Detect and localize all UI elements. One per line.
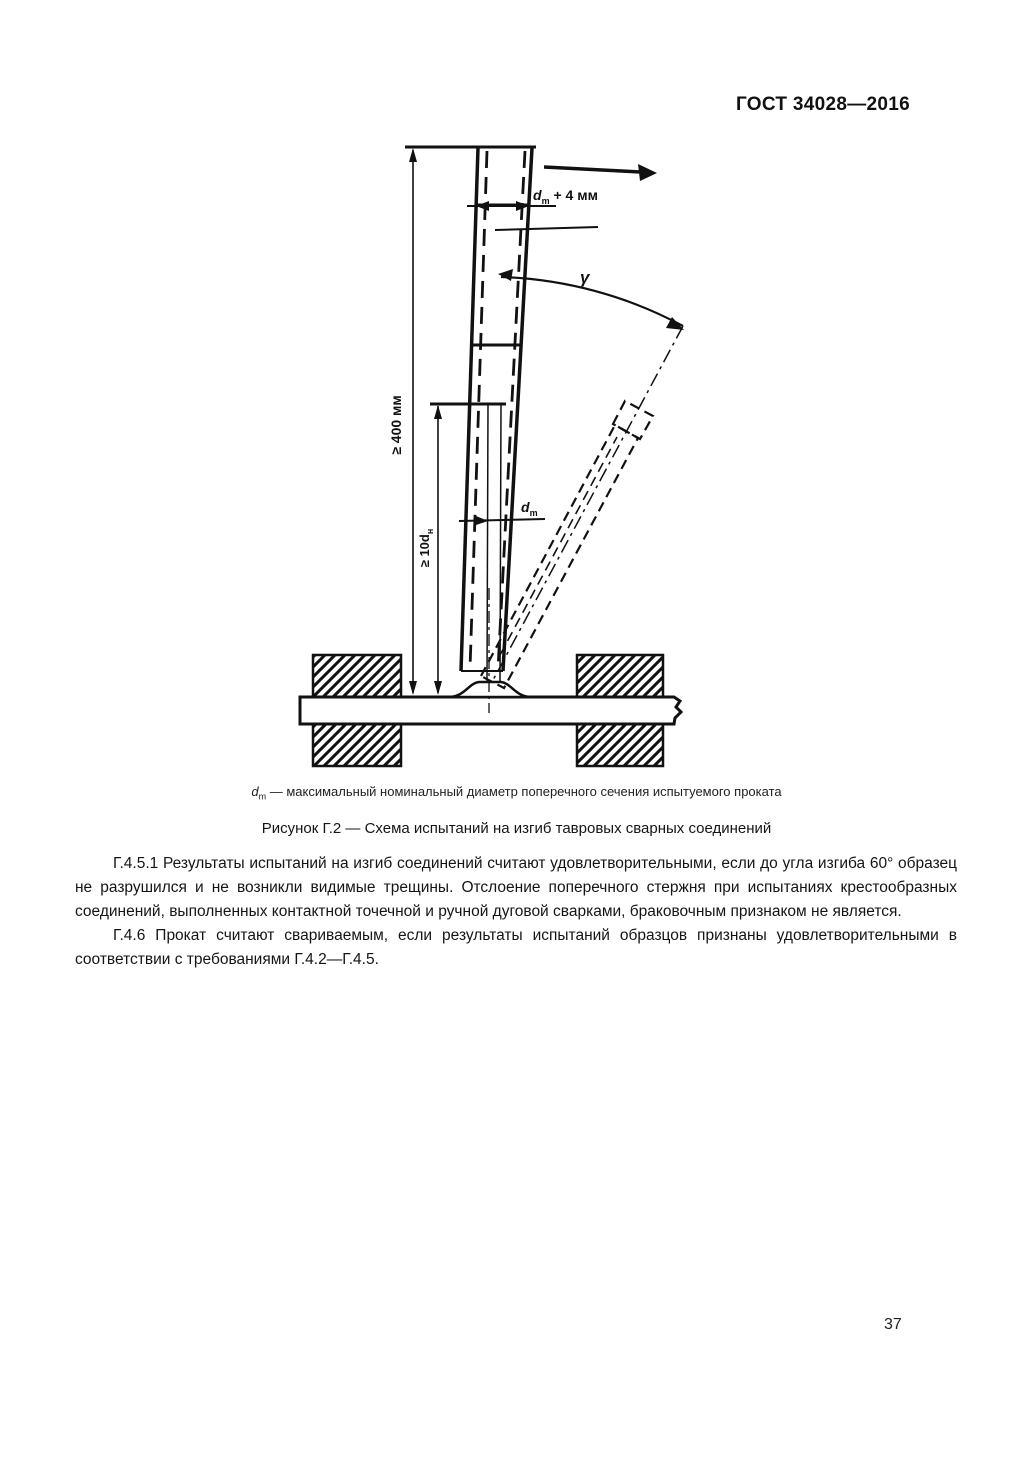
dimension-dm xyxy=(459,499,545,525)
figure-legend-text xyxy=(251,784,782,802)
paragraph-g451: Г.4.5.1 Результаты испытаний на изгиб соединений считают удовлетворительными, если до угла изгиба 60° образец не разрушился и не возникли видимые трещины. Отслоение поперечного стержня при испытаниях крестообразных соединений, выполненных контактной точечной и ручной дуговой сварками, браковочным признаком не является. xyxy=(75,855,957,920)
base-plate xyxy=(300,697,681,724)
specimen-tube xyxy=(461,148,532,713)
force-arrow xyxy=(544,164,657,181)
dim-10d-label: ≥ $10d_н$ xyxy=(417,528,435,568)
dimension-400mm xyxy=(388,148,417,695)
clamp-hatch-bottom-left xyxy=(313,724,401,766)
body-text xyxy=(75,852,957,972)
dim-dm-label: $d_m$ xyxy=(521,499,538,518)
page-number: 37 xyxy=(884,1316,902,1333)
legend-symbol: d xyxy=(251,784,259,799)
clamp-hatch-bottom-right xyxy=(577,724,663,766)
dim-dm-plus4-label: $d_m + 4$ мм xyxy=(533,187,598,206)
angle-gamma-label: γ xyxy=(580,268,590,287)
dim-400mm-label: ≥ 400 мм xyxy=(388,395,404,455)
weld-fillet xyxy=(451,682,529,697)
paragraph-g46: Г.4.6 Прокат считают свариваемым, если результаты испытаний образцов признаны удовлетворительными в соответствии с требованиями Г.4.2—Г.4.5. xyxy=(75,927,957,968)
dimension-10d xyxy=(417,405,442,695)
clamp-hatch-top-left xyxy=(313,655,401,697)
bending-lever xyxy=(481,401,653,688)
legend-description: — максимальный номинальный диаметр поперечного сечения испытуемого проката xyxy=(266,784,782,799)
clamp-hatch-top-right xyxy=(577,655,663,697)
standard-number-header: ГОСТ 34028—2016 xyxy=(735,94,910,115)
legend-symbol-sub: m xyxy=(258,791,267,802)
figure-caption: Рисунок Г.2 — Схема испытаний на изгиб тавровых сварных соединений xyxy=(261,820,772,837)
figure-legend xyxy=(0,784,1033,802)
